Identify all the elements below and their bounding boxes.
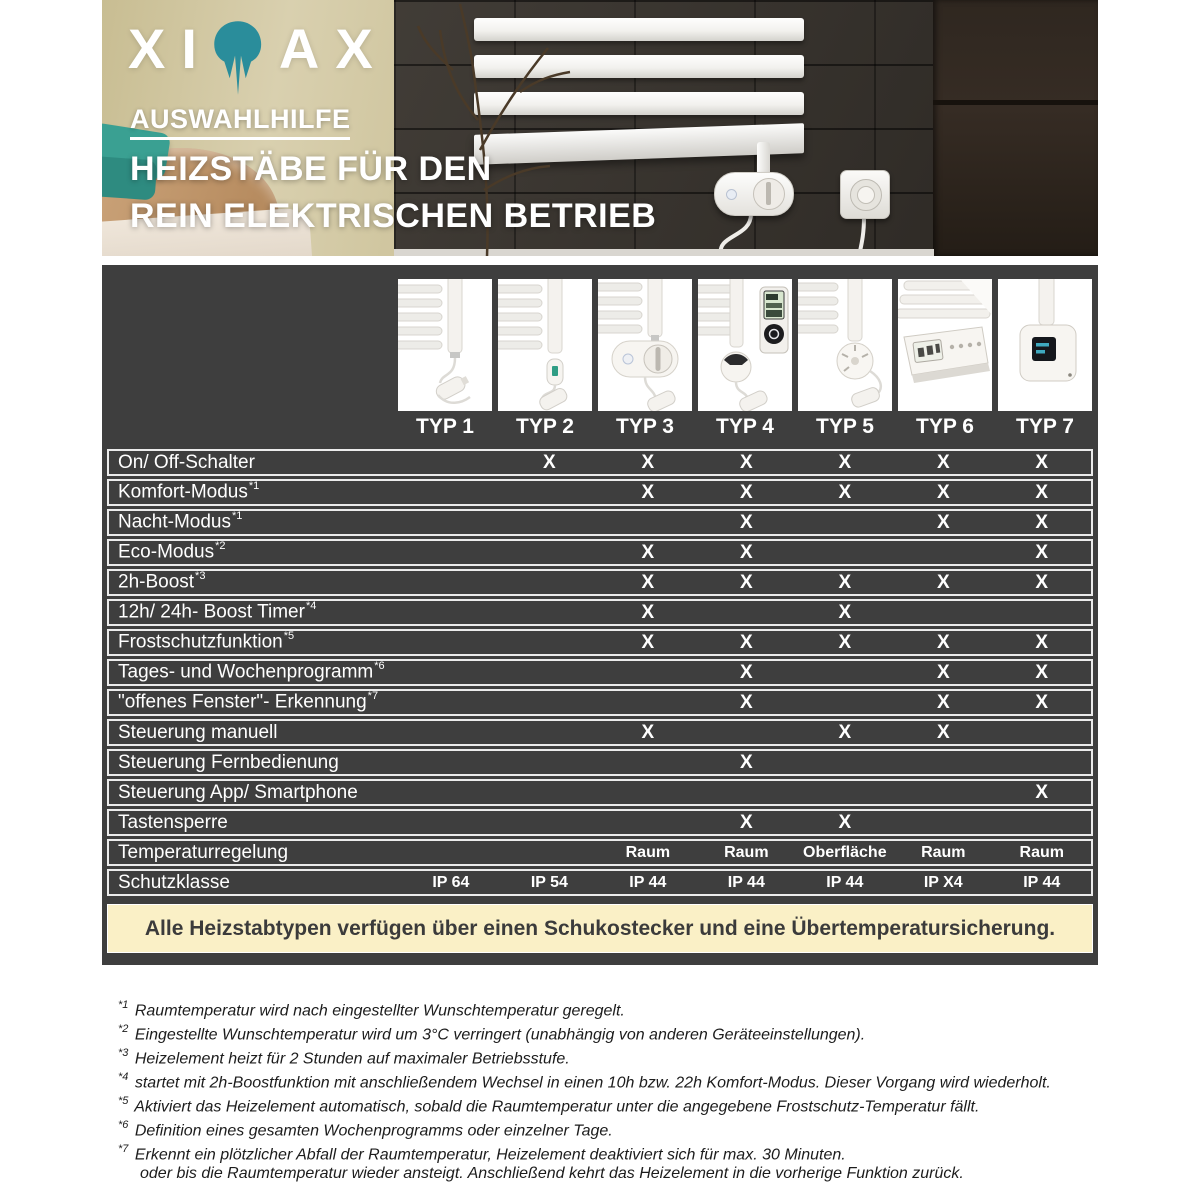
- info-banner: [107, 904, 1093, 953]
- feature-label: Tastensperre: [118, 811, 228, 833]
- feature-value: X: [838, 571, 852, 593]
- feature-label: 2h-Boost$^{*3}$: [118, 570, 206, 593]
- footnote-line: $^{*2}$ Eingestellte Wunschtemperatur wird um 3°C verringert (unabhängig von anderen Geräteeinstellungen).: [118, 1023, 866, 1044]
- feature-value: IP 44: [1023, 873, 1061, 891]
- comparison-panel: [102, 265, 1098, 965]
- product-image-typ-7: [998, 279, 1092, 411]
- feature-value: X: [1035, 691, 1049, 713]
- ximax-logo: [128, 16, 389, 96]
- feature-value: X: [641, 571, 655, 593]
- feature-label: 12h/ 24h- Boost Timer$^{*4}$: [118, 600, 317, 623]
- footnote-line: $^{*1}$ Raumtemperatur wird nach eingestellter Wunschtemperatur geregelt.: [118, 999, 625, 1020]
- feature-value: X: [936, 691, 950, 713]
- control-dial-icon: [753, 178, 785, 210]
- feature-value: Raum: [921, 843, 966, 861]
- feature-value: X: [739, 511, 753, 533]
- feature-row: [107, 719, 1093, 746]
- feature-value: IP 44: [826, 873, 864, 891]
- feature-value: IP 64: [432, 873, 470, 891]
- feature-value: X: [641, 721, 655, 743]
- feature-value: X: [739, 631, 753, 653]
- feature-value: X: [641, 451, 655, 473]
- info-banner-text: Alle Heizstabtypen verfügen über einen Schukostecker und eine Übertemperatursicherung.: [144, 916, 1056, 940]
- column-header-typ-6: TYP 6: [916, 415, 974, 438]
- feature-value: X: [641, 481, 655, 503]
- feature-value: X: [838, 601, 852, 623]
- feature-value: X: [641, 601, 655, 623]
- footnote-line: $^{*4}$ startet mit 2h-Boostfunktion mit anschließendem Wechsel in einen 10h bzw. 22h Komfort-Modus. Dieser Vorgang wird wiederholt.: [118, 1071, 1051, 1092]
- column-header-typ-7: TYP 7: [1016, 415, 1074, 438]
- column-header-typ-5: TYP 5: [816, 415, 874, 438]
- feature-value: Raum: [1019, 843, 1064, 861]
- feature-value: X: [1035, 511, 1049, 533]
- logo-text-suffix: AX: [278, 17, 389, 80]
- feature-label: Frostschutzfunktion$^{*5}$: [118, 630, 295, 653]
- column-header-typ-2: TYP 2: [516, 415, 574, 438]
- logo-text-prefix: XI: [128, 17, 213, 80]
- feature-value: X: [739, 811, 753, 833]
- hero-header: [102, 0, 1098, 256]
- feature-label: Tages- und Wochenprogramm$^{*6}$: [118, 660, 385, 683]
- feature-row: [107, 689, 1093, 716]
- logo-m-icon: [207, 20, 269, 96]
- feature-value: X: [1035, 481, 1049, 503]
- feature-value: X: [936, 631, 950, 653]
- feature-value: X: [936, 661, 950, 683]
- feature-label: "offenes Fenster"- Erkennung$^{*7}$: [118, 690, 379, 713]
- feature-label: On/ Off-Schalter: [118, 451, 255, 473]
- product-image-typ-6: [898, 279, 992, 411]
- feature-value: X: [838, 811, 852, 833]
- feature-value: X: [1035, 661, 1049, 683]
- feature-value: X: [936, 721, 950, 743]
- feature-value: Raum: [625, 843, 671, 861]
- feature-row: [107, 539, 1093, 566]
- feature-row: [107, 749, 1093, 776]
- feature-label: Eco-Modus$^{*2}$: [118, 540, 226, 563]
- feature-value: X: [1035, 451, 1049, 473]
- feature-value: X: [838, 721, 852, 743]
- column-header-typ-4: TYP 4: [716, 415, 774, 438]
- feature-label: Steuerung App/ Smartphone: [118, 781, 358, 803]
- control-led-icon: [726, 189, 737, 200]
- feature-value: X: [936, 481, 950, 503]
- feature-row: [107, 629, 1093, 656]
- dark-cabinet: [933, 0, 1098, 256]
- feature-value: X: [739, 661, 753, 683]
- header-title: [130, 146, 656, 240]
- feature-label: Steuerung Fernbedienung: [118, 751, 339, 773]
- header-kicker: AUSWAHLHILFE: [130, 104, 350, 140]
- feature-label: Steuerung manuell: [118, 721, 278, 743]
- column-header-row: [395, 415, 1095, 439]
- feature-value: X: [1035, 571, 1049, 593]
- column-header-typ-1: TYP 1: [416, 415, 474, 438]
- feature-value: X: [936, 451, 950, 473]
- product-image-typ-1: [398, 279, 492, 411]
- feature-row: [107, 569, 1093, 596]
- feature-row: [107, 779, 1093, 806]
- feature-value: X: [936, 571, 950, 593]
- feature-row: [107, 839, 1093, 866]
- feature-label: Temperaturregelung: [118, 841, 289, 863]
- feature-label: Schutzklasse: [118, 871, 230, 893]
- feature-row: [107, 869, 1093, 896]
- feature-value: X: [936, 511, 950, 533]
- feature-row: [107, 509, 1093, 536]
- footnote-line: $^{*7}$ Erkennt ein plötzlicher Abfall der Raumtemperatur, Heizelement deaktiviert sich für max. 30 Minuten.: [118, 1143, 846, 1164]
- feature-value: IP X4: [923, 873, 963, 891]
- feature-value: X: [543, 451, 556, 473]
- feature-table: [107, 449, 1093, 899]
- feature-label: Nacht-Modus$^{*1}$: [118, 510, 243, 533]
- feature-value: X: [739, 481, 753, 503]
- product-image-typ-3: [598, 279, 692, 411]
- feature-value: X: [739, 751, 753, 773]
- feature-value: X: [1035, 541, 1049, 563]
- feature-row: [107, 479, 1093, 506]
- feature-value: X: [838, 451, 852, 473]
- feature-value: X: [739, 541, 753, 563]
- feature-value: X: [838, 481, 852, 503]
- footnotes-section: [118, 994, 1098, 1186]
- column-header-typ-3: TYP 3: [616, 415, 674, 438]
- footnote-line: $^{*5}$ Aktiviert das Heizelement automatisch, sobald die Raumtemperatur unter die angegebene Frostschutz-Temperatur fällt.: [118, 1095, 980, 1116]
- header-title-line2: REIN ELEKTRISCHEN BETRIEB: [130, 197, 657, 235]
- feature-row: [107, 809, 1093, 836]
- feature-row: [107, 599, 1093, 626]
- feature-row: [107, 659, 1093, 686]
- header-title-line1: HEIZSTÄBE FÜR DEN: [130, 150, 492, 188]
- feature-value: IP 44: [727, 873, 765, 891]
- wall-outlet: [840, 170, 890, 219]
- footnote-line: $^{*3}$ Heizelement heizt für 2 Stunden auf maximaler Betriebsstufe.: [118, 1047, 570, 1068]
- feature-value: X: [641, 631, 655, 653]
- feature-value: X: [1035, 781, 1049, 803]
- feature-value: IP 44: [629, 873, 667, 891]
- feature-value: X: [838, 631, 852, 653]
- feature-value: Raum: [724, 843, 769, 861]
- product-image-typ-4: [698, 279, 792, 411]
- feature-label: Komfort-Modus$^{*1}$: [118, 480, 260, 503]
- feature-value: Oberfläche: [803, 843, 887, 861]
- product-image-typ-5: [798, 279, 892, 411]
- heating-element-control: [714, 172, 794, 216]
- feature-value: X: [641, 541, 655, 563]
- footnote-line: $^{*6}$ Definition eines gesamten Wochenprogramms oder einzelner Tage.: [118, 1119, 613, 1140]
- feature-value: X: [1035, 631, 1049, 653]
- feature-row: [107, 449, 1093, 476]
- product-image-typ-2: [498, 279, 592, 411]
- footnote-line: oder bis die Raumtemperatur wieder ansteigt. Anschließend kehrt das Heizelement in die vorherige Funktion zurück.: [140, 1165, 964, 1182]
- feature-value: X: [739, 571, 753, 593]
- feature-value: IP 54: [530, 873, 568, 891]
- feature-value: X: [739, 451, 753, 473]
- feature-value: X: [739, 691, 753, 713]
